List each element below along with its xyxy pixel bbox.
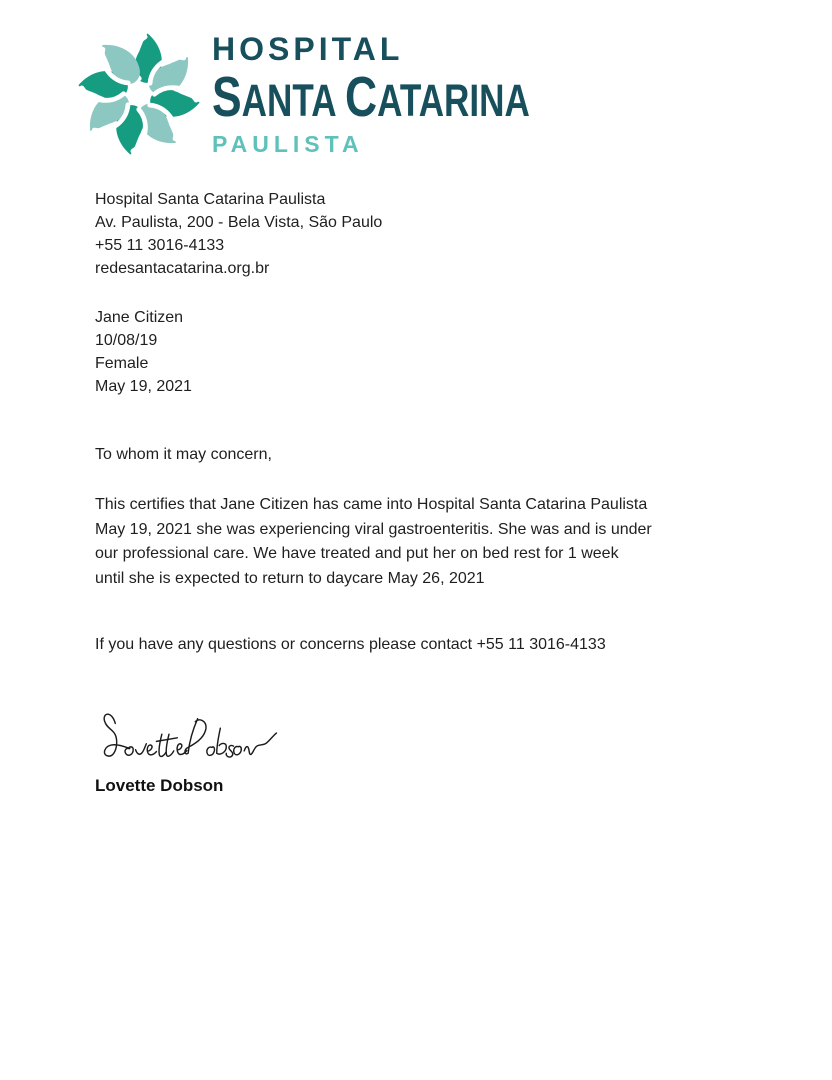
signature-block: [95, 700, 742, 768]
logo-text: [212, 30, 620, 157]
hospital-address-line: Av. Paulista, 200 - Bela Vista, São Paulo: [95, 214, 383, 231]
hospital-phone-line: +55 11 3016-4133: [95, 237, 225, 254]
patient-info-block: [95, 306, 742, 398]
logo-word-santa-catarina: SANTA CATARINA: [212, 64, 530, 129]
letter-date: May 19, 2021: [95, 378, 192, 395]
letter-body: [95, 493, 742, 591]
signer-printed-name: Lovette Dobson: [95, 776, 224, 795]
body-line: May 19, 2021 she was experiencing viral gastroenteritis. She was and is under: [95, 520, 652, 538]
logo-word-paulista: PAULISTA: [212, 130, 364, 157]
body-line: until she is expected to return to daycare May 26, 2021: [95, 569, 485, 587]
handwritten-signature-image: [95, 700, 280, 772]
hospital-name-line: Hospital Santa Catarina Paulista: [95, 191, 326, 208]
body-line: This certifies that Jane Citizen has came into Hospital Santa Catarina Paulista: [95, 496, 648, 513]
contact-line: If you have any questions or concerns please contact +55 11 3016-4133: [95, 636, 606, 653]
patient-dob: 10/08/19: [95, 332, 158, 349]
flower-logo-icon: [72, 26, 206, 162]
body-line: our professional care. We have treated and put her on bed rest for 1 week: [95, 545, 619, 562]
hospital-website-line: redesantacatarina.org.br: [95, 260, 270, 277]
logo-word-hospital: HOSPITAL: [212, 30, 404, 67]
salutation: To whom it may concern,: [95, 446, 272, 463]
patient-name: Jane Citizen: [95, 309, 184, 326]
hospital-address-block: [95, 188, 742, 280]
patient-sex: Female: [95, 355, 149, 372]
hospital-logo: [0, 0, 832, 162]
